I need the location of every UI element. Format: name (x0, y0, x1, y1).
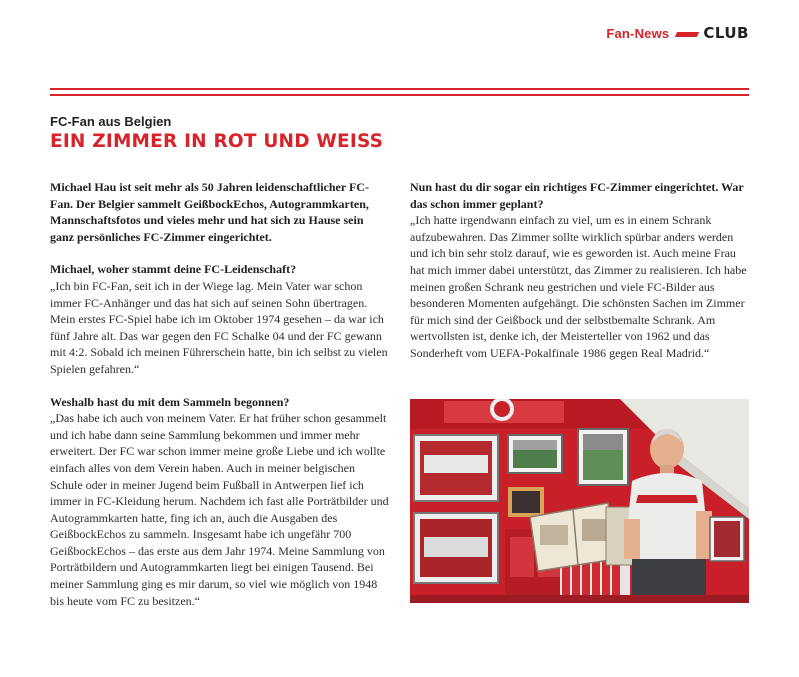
header-dash (675, 32, 699, 37)
left-column (50, 179, 390, 609)
answer-3: „Ich hatte irgendwann einfach zu viel, um es in einem Schrank aufzubewahren. Das Zimmer sollte wirklich spürbar anders werden und ich bin sehr stolz darauf, wie es geworden ist. Auch meine Frau hat mich immer dabei unterstützt, das Zimmer zu realisieren. Ich habe meinen großen Schrank neu gestrichen und viele FC-Bilder aus besonderen Momenten aufgehängt. Die schönsten Sachen im Zimmer für mich sind der Geißbock und der selbstbemalte Schrank. Am wertvollsten ist, denke ich, der Meisterteller von 1962 und das Sonderheft vom UEFA-Pokalfinale 1986 gegen Real Madrid.“ (410, 213, 747, 360)
header-rule-top (50, 88, 749, 90)
header-rule-bottom (50, 94, 749, 96)
article-headline: EIN ZIMMER IN ROT UND WEISS (50, 131, 384, 152)
club-label: CLUB (703, 24, 749, 42)
article-kicker: FC-Fan aus Belgien (50, 114, 172, 129)
question-3: Nun hast du dir sogar ein richtiges FC-Zimmer eingerichtet. War das schon immer geplant? (410, 180, 744, 211)
answer-1: „Ich bin FC-Fan, seit ich in der Wiege lag. Mein Vater war schon immer FC-Anhänger und das hat sich auf seinen Sohn übertragen. Mein erstes FC-Spiel habe ich im Oktober 1974 gesehen – da war ich fünf Jahre alt. Das war gegen den FC Schalke 04 und der FC gewann mit 4:2. Sobald ich meinen Führerschein hatte, bin ich selbst zu vielen Spielen gefahren.“ (50, 278, 388, 376)
question-2: Weshalb hast du mit dem Sammeln begonnen? (50, 394, 290, 409)
section-label: Fan-News (606, 25, 670, 41)
fan-room-photo (410, 399, 749, 603)
question-1: Michael, woher stammt deine FC-Leidenschaft? (50, 262, 297, 277)
article-lead: Michael Hau ist seit mehr als 50 Jahren leidenschaftlicher FC-Fan. Der Belgier sammelt GeißbockEchos, Autogrammkarten, Mannschaftsfotos und vieles mehr und hat sich zu Hause sein ganz persönliches FC-Zimmer eingerichtet. (50, 180, 369, 244)
answer-2: „Das habe ich auch von meinem Vater. Er hat früher schon gesammelt und ich habe dann seine Sammlung bekommen und immer mehr erweitert. Der FC war schon immer meine große Liebe und ich wollte einfach alles von dem Verein haben. Auch in meiner belgischen Schule oder in meiner Jugend beim Fußball in Antwerpen lief ich immer in FC-Kleidung herum. Nachdem ich fast alle Porträtbilder und Autogrammkarten hatte, fing ich an, auch die Ausgaben des GeißbockEchos zu sammeln. Insgesamt habe ich ungefähr 700 GeißbockEchos – das erste aus dem Jahr 1974. Meine Sammlung von Porträtbildern und Autogrammkarten liegt bei einigen Tausend. Bei meiner Sammlung ging es mir darum, so viel wie möglich von 1948 bis heute vom FC zu besitzen.“ (50, 411, 389, 608)
right-column (410, 179, 750, 362)
page-header (606, 24, 749, 42)
